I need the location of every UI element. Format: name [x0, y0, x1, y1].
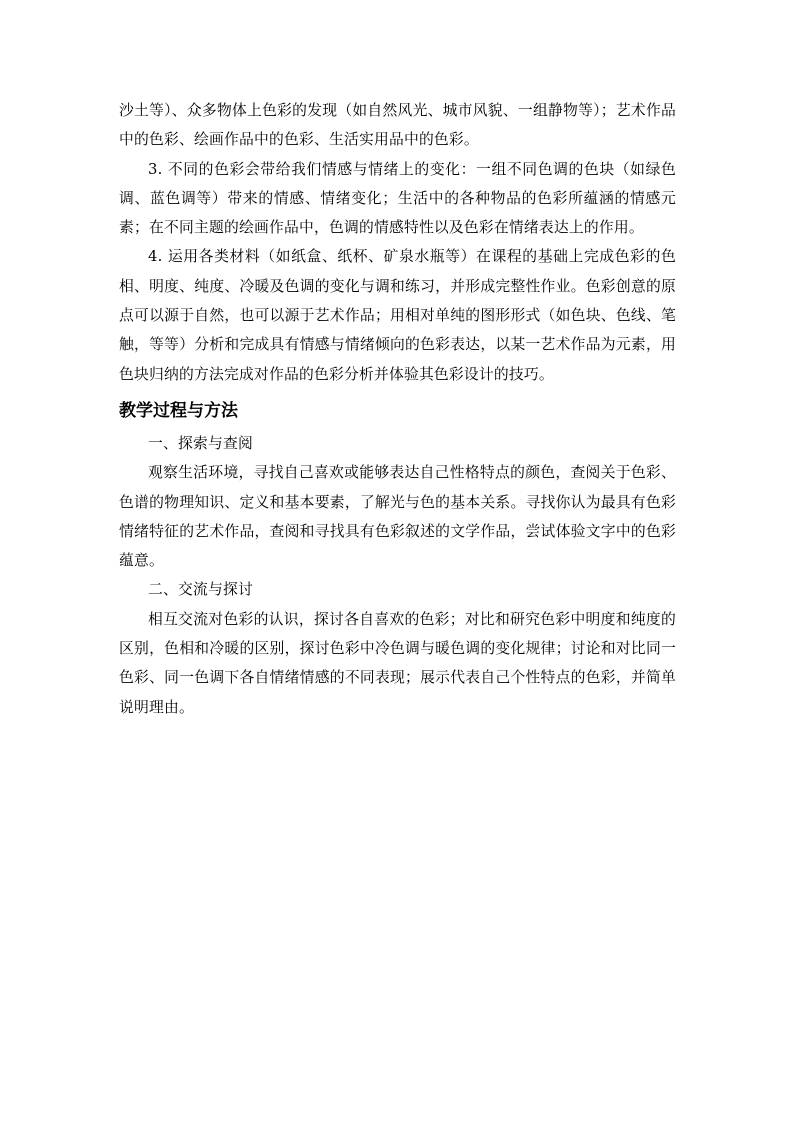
paragraph-continuation: 沙土等）、众多物体上色彩的发现（如自然风光、城市风貌、一组静物等）；艺术作品中的色彩、绘画作品中的色彩、生活实用品中的色彩。	[119, 102, 676, 149]
subsection-body-explore: 观察生活环境，寻找自己喜欢或能够表达自己性格特点的颜色，查阅关于色彩、色谱的物理知识、定义和基本要素，了解光与色的基本关系。寻找你认为最具有色彩情绪特征的艺术作品，查阅和寻找具有色彩叙述的文学作品，尝试体验文字中的色彩蕴意。	[119, 464, 676, 570]
subsection-heading-discuss: 二、交流与探讨	[148, 581, 253, 599]
section-heading: 教学过程与方法	[119, 400, 238, 421]
subsection-heading-explore: 一、探索与查阅	[148, 434, 253, 452]
subsection-body-discuss: 相互交流对色彩的认识，探讨各自喜欢的色彩；对比和研究色彩中明度和纯度的区别，色相和冷暖的区别，探讨色彩中冷色调与暖色调的变化规律；讨论和对比同一色彩、同一色调下各自情绪情感的不同表现；展示代表自己个性特点的色彩，并简单说明理由。	[119, 610, 676, 716]
document-body	[119, 96, 676, 722]
paragraph-item-4: 4. 运用各类材料（如纸盒、纸杯、矿泉水瓶等）在课程的基础上完成色彩的色相、明度、纯度、冷暖及色调的变化与调和练习，并形成完整性作业。色彩创意的原点可以源于自然，也可以源于艺术作品；用相对单纯的图形形式（如色块、色线、笔触，等等）分析和完成具有情感与情绪倾向的色彩表达，以某一艺术作品为元素，用色块归纳的方法完成对作品的色彩分析并体验其色彩设计的技巧。	[119, 248, 676, 383]
paragraph-item-3: 3. 不同的色彩会带给我们情感与情绪上的变化：一组不同色调的色块（如绿色调、蓝色调等）带来的情感、情绪变化；生活中的各种物品的色彩所蕴涵的情感元素；在不同主题的绘画作品中，色调的情感特性以及色彩在情绪表达上的作用。	[119, 160, 676, 237]
